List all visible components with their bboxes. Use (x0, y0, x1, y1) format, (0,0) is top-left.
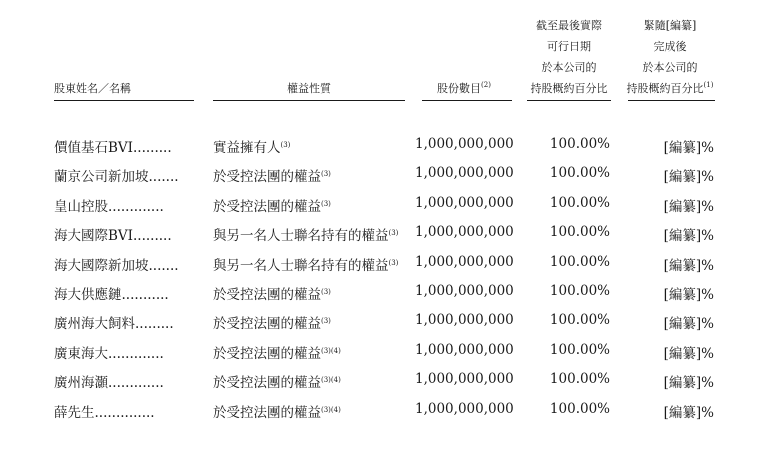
table-row (0, 366, 771, 395)
dot-leader: ....... (148, 169, 179, 186)
share-count: 1,000,000,000 (415, 253, 514, 270)
share-count: 1,000,000,000 (415, 136, 514, 152)
pct-completion: [編纂]% (663, 375, 714, 392)
pct-completion: [編纂]% (663, 404, 714, 421)
shareholder-name (54, 254, 179, 274)
interest-nature (213, 342, 341, 362)
pct-completion: [編纂]% (663, 286, 714, 303)
header-pct-completion-line4-text: 持股概約百分比 (626, 82, 704, 95)
share-count: 1,000,000,000 (415, 282, 514, 299)
interest-nature-text: 於受控法團的權益 (213, 198, 321, 215)
table-row (0, 249, 771, 278)
shareholder-name-text: 蘭京公司新加坡 (54, 169, 149, 186)
pct-latest: 100.00% (549, 194, 610, 211)
share-count: 1,000,000,000 (415, 165, 514, 182)
dot-leader: ......... (133, 228, 172, 245)
shareholder-name-text: 廣州海灝 (54, 375, 108, 392)
header-pct-completion-line1: 緊隨[編纂] (643, 19, 697, 32)
header-shares (418, 78, 510, 99)
share-count: 1,000,000,000 (415, 371, 514, 388)
shareholder-name-text: 海大國際新加坡 (54, 257, 149, 274)
footnote-ref: (3)(4) (321, 346, 341, 355)
share-count: 1,000,000,000 (415, 312, 514, 329)
shareholder-name-text: 薛先生 (54, 404, 95, 421)
interest-nature-text: 於受控法團的權益 (213, 169, 321, 186)
dot-leader: ......... (135, 316, 174, 333)
interest-nature-text: 與另一名人士聯名持有的權益 (213, 257, 389, 274)
header-shares-label: 股份數目 (437, 82, 482, 95)
interest-nature-text: 與另一名人士聯名持有的權益 (213, 228, 389, 245)
header-shares-note: (2) (481, 81, 491, 89)
footnote-ref: (3) (321, 317, 331, 326)
pct-completion: [編纂]% (663, 228, 714, 245)
shareholder-name (54, 283, 169, 303)
footnote-ref: (3) (388, 229, 399, 238)
share-count: 1,000,000,000 (415, 194, 514, 211)
interest-nature-text: 於受控法團的權益 (213, 345, 321, 362)
dot-leader: ............. (108, 198, 164, 215)
interest-nature (213, 165, 331, 185)
interest-nature (213, 254, 398, 274)
dot-leader: ......... (133, 140, 172, 156)
interest-nature (213, 195, 331, 215)
pct-latest: 100.00% (549, 312, 610, 329)
table-row (0, 337, 771, 366)
shareholder-name (54, 342, 164, 362)
pct-latest: 100.00% (549, 341, 610, 358)
share-count: 1,000,000,000 (415, 341, 514, 358)
shareholder-name-text: 廣州海大飼料 (54, 316, 135, 333)
header-pct-completion-line3: 於本公司的 (642, 61, 698, 74)
shareholder-name-text: 海大供應鏈 (54, 286, 122, 303)
header-pct-completion-note: (1) (703, 81, 714, 89)
interest-nature-text: 於受控法團的權益 (213, 286, 321, 303)
header-pct-completion-line2: 完成後 (653, 40, 687, 53)
pct-latest: 100.00% (549, 165, 610, 182)
interest-nature-text: 於受控法團的權益 (213, 316, 321, 333)
table-row (0, 396, 771, 425)
shareholder-name (54, 401, 155, 421)
pct-latest: 100.00% (549, 224, 610, 241)
header-pct-latest-line3: 於本公司的 (541, 61, 597, 74)
pct-latest: 100.00% (549, 136, 610, 152)
footnote-ref: (3) (321, 287, 331, 296)
table-body (0, 131, 771, 425)
pct-completion: [編纂]% (663, 140, 714, 156)
pct-completion: [編纂]% (663, 316, 714, 333)
shareholder-name (54, 224, 172, 244)
pct-latest: 100.00% (549, 371, 610, 388)
interest-nature (213, 312, 331, 332)
dot-leader: .............. (94, 404, 155, 421)
shareholder-name-text: 價值基石BVI (54, 140, 134, 156)
share-count: 1,000,000,000 (415, 400, 514, 417)
header-pct-latest-line1: 截至最後實際 (536, 19, 602, 32)
shareholder-name-text: 皇山控股 (54, 198, 108, 215)
table-row (0, 160, 771, 189)
header-pct-latest-line2: 可行日期 (547, 40, 591, 53)
shareholder-name (54, 136, 172, 156)
interest-nature-text: 於受控法團的權益 (213, 375, 321, 392)
interest-nature-text: 實益擁有人 (213, 140, 281, 156)
table-row (0, 278, 771, 307)
footnote-ref: (3) (280, 141, 291, 149)
dot-leader: ....... (148, 257, 179, 274)
header-pct-completion-line4 (622, 78, 718, 99)
shareholder-name (54, 195, 164, 215)
interest-nature (213, 401, 341, 421)
dot-leader: ........... (121, 286, 169, 303)
pct-completion: [編纂]% (663, 345, 714, 362)
pct-completion: [編纂]% (663, 198, 714, 215)
header-pct-latest-line4: 持股概約百分比 (530, 82, 608, 95)
header-rule-shareholder (54, 100, 194, 101)
pct-completion: [編纂]% (663, 169, 714, 186)
interest-nature (213, 283, 331, 303)
shareholder-name-text: 海大國際BVI (54, 228, 134, 245)
footnote-ref: (3)(4) (321, 405, 341, 414)
dot-leader: ............. (108, 375, 164, 392)
table-row (0, 190, 771, 219)
table-row (0, 219, 771, 248)
pct-latest: 100.00% (549, 253, 610, 270)
shareholder-name (54, 312, 174, 332)
header-rule-shares (422, 100, 512, 101)
footnote-ref: (3) (388, 258, 399, 267)
header-pct-completion (622, 15, 718, 99)
pct-latest: 100.00% (549, 400, 610, 417)
interest-nature (213, 136, 290, 156)
shareholder-name (54, 371, 164, 391)
footnote-ref: (3) (321, 199, 331, 208)
header-rule-nature (213, 100, 405, 101)
footnote-ref: (3)(4) (321, 376, 341, 385)
header-rule-pct-completion (628, 100, 715, 101)
share-count: 1,000,000,000 (415, 224, 514, 241)
header-shareholder: 股東姓名／名稱 (54, 82, 131, 95)
shareholder-name-text: 廣東海大 (54, 345, 108, 362)
pct-completion: [編纂]% (663, 257, 714, 274)
dot-leader: ............. (108, 345, 164, 362)
footnote-ref: (3) (321, 170, 331, 179)
table-row (0, 131, 771, 160)
shareholder-name (54, 165, 179, 185)
header-rule-pct-latest (527, 100, 611, 101)
table-row (0, 307, 771, 336)
interest-nature-text: 於受控法團的權益 (213, 404, 321, 421)
pct-latest: 100.00% (549, 282, 610, 299)
interest-nature (213, 224, 398, 244)
header-pct-latest (524, 15, 614, 99)
interest-nature (213, 371, 341, 391)
header-nature: 權益性質 (287, 82, 331, 95)
